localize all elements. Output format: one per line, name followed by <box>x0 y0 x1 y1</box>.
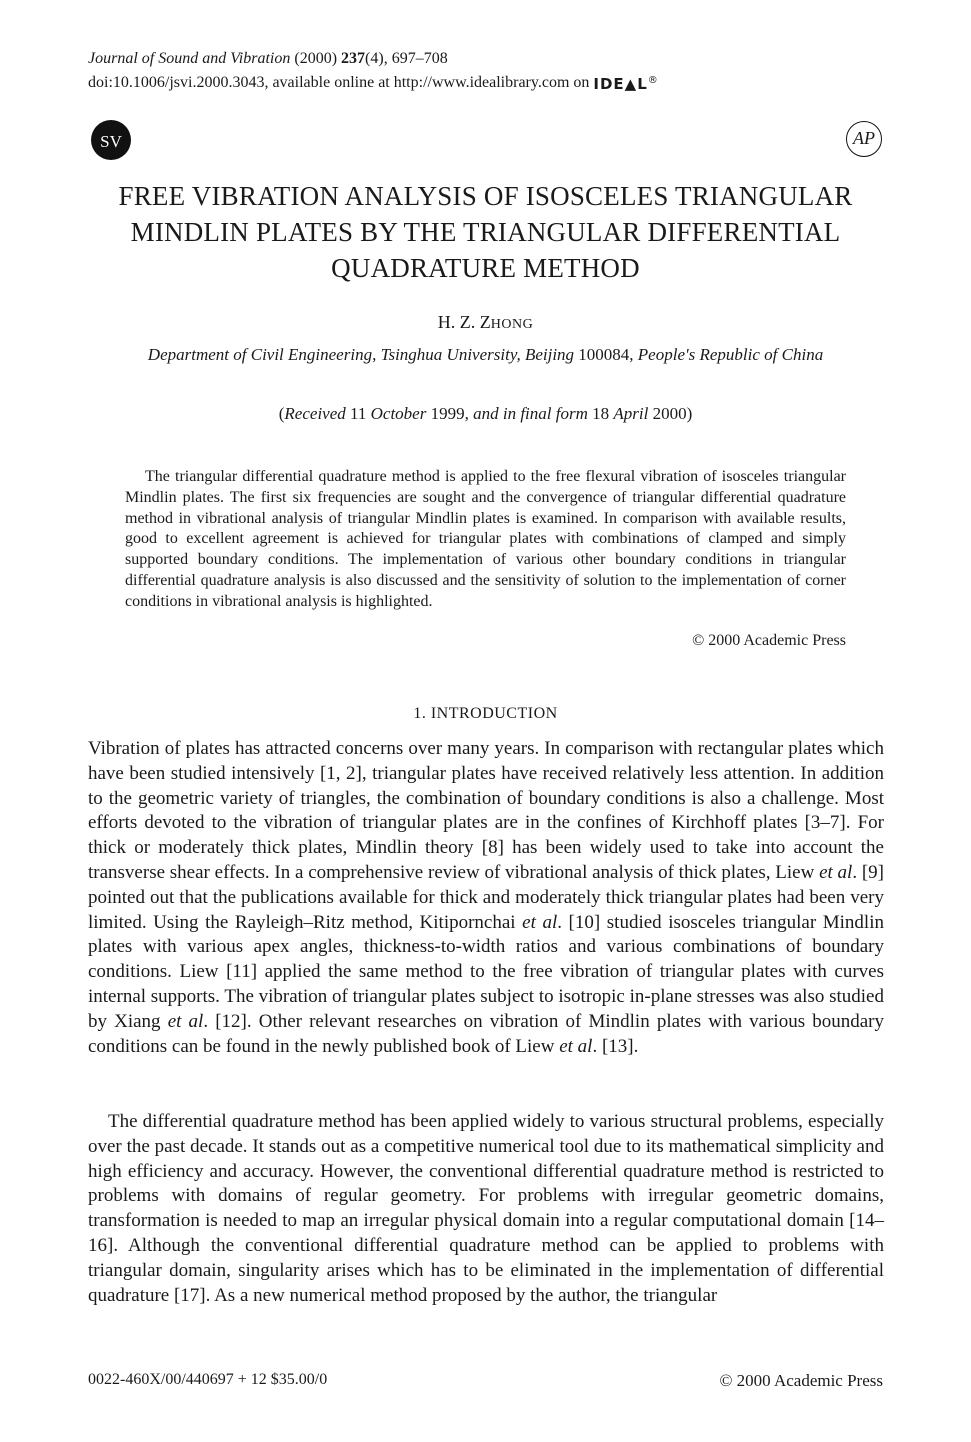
section-heading: 1. INTRODUCTION <box>413 705 558 722</box>
affiliation: Department of Civil Engineering, Tsinghua University, Beijing 100084, People's Republic of China <box>147 345 824 364</box>
footer-code: 0022-460X/00/440697 + 12 $35.00/0 <box>88 1371 328 1388</box>
received-dates: (Received 11 October 1999, and in final form 18 April 2000) <box>278 404 693 423</box>
received-month: October <box>370 404 427 423</box>
final-label: and in final form <box>473 404 588 423</box>
received-day: 11 <box>350 404 367 423</box>
author-surname-rest: HONG <box>490 317 534 332</box>
final-month: April <box>613 404 649 423</box>
p1-etal: et al <box>819 861 853 883</box>
paper-title <box>60 178 911 286</box>
ap-logo-text: AP <box>853 128 875 148</box>
ideal-logo-text: IDE▲L <box>593 75 648 93</box>
p1-text-d: . [12]. Other relevant researches on vibration of Mindlin plates with various boundary conditions can be found in the newly published book of Liew <box>88 1010 884 1057</box>
affil-univ: Tsinghua University <box>380 345 517 364</box>
doi-text: doi:10.1006/jsvi.2000.3043, available online at http://www.idealibrary.com on <box>88 74 590 91</box>
affil-postcode: 100084 <box>578 345 630 364</box>
affil-dept: Department of Civil Engineering <box>147 345 373 364</box>
p1-etal: et al <box>559 1035 593 1057</box>
journal-year: (2000) <box>294 50 342 67</box>
received-label: Received <box>284 404 346 423</box>
author <box>0 312 971 333</box>
author-initials: H. Z. Z <box>437 312 491 332</box>
intro-paragraph-1 <box>88 737 884 1059</box>
p1-text-b: . [9] pointed out that the publications available for thick and moderately thick triangular plates had been very limited. Using the Rayleigh–Ritz method, Kitipornchai <box>88 861 884 933</box>
final-year: 2000 <box>652 404 687 423</box>
journal-citation <box>88 48 448 70</box>
abstract: The triangular differential quadrature method is applied to the free flexural vibration of isosceles triangular Mindlin plates. The first six frequencies are sought and the convergence of triangular differential quadrature method in vibrational analysis of triangular Mindlin plates is examined. In comparison with available results, good to excellent agreement is achieved for triangular plates with combinations of clamped and simply supported boundary conditions. The implementation of various other boundary conditions in triangular differential quadrature analysis is also discussed and the sensitivity of solution to the implementation of corner conditions in vibrational analysis is highlighted. <box>125 468 846 610</box>
journal-volume: 237 <box>341 50 366 67</box>
final-day: 18 <box>592 404 610 423</box>
p1-text-a: Vibration of plates has attracted concerns over many years. In comparison with rectangular plates which have been studied intensively [1, 2], triangular plates have received relatively less attention. In addition to the geometric variety of triangles, the combination of boundary conditions is also a challenge. Most efforts devoted to the vibration of triangular plates are in the confines of Kirchhoff plates [3–7]. For thick or moderately thick plates, Mindlin theory [8] has been widely used to take into account the transverse shear effects. In a comprehensive review of vibrational analysis of thick plates, Liew <box>88 738 884 883</box>
abstract-copyright: © 2000 Academic Press <box>692 632 846 649</box>
doi-line <box>88 70 659 95</box>
p1-etal: et al <box>522 911 558 933</box>
sv-logo-text: SV <box>100 132 122 151</box>
p1-text-c: . [10] studied isosceles triangular Mindlin plates with various apex angles, thickness-to-width ratios and various combinations of boundary conditions. Liew [11] applied the same method to the free vibration of triangular plates with curves internal supports. The vibration of triangular plates subject to isotropic in-plane stresses was also studied by Xiang <box>88 911 884 1032</box>
journal-issue-pages: (4), 697–708 <box>365 50 448 67</box>
ideal-logo-reg: ® <box>647 75 659 86</box>
journal-name: Journal of Sound and Vibration <box>88 50 291 67</box>
ap-logo <box>846 121 882 157</box>
intro-paragraph-2: The differential quadrature method has been applied widely to various structural problems, especially over the past decade. It stands out as a competitive numerical tool due to its mathematical simplicity and high efficiency and accuracy. However, the conventional differential quadrature method is restricted to problems with domains of regular geometry. For problems with irregular geometric domains, transformation is needed to map an irregular physical domain into a regular computational domain [14–16]. Although the conventional differential quadrature method can be applied to problems with triangular domain, singularity arises which has to be eliminated in the implementation of differential quadrature [17]. As a new numerical method proposed by the author, the triangular <box>88 1111 884 1306</box>
received-year: 1999 <box>430 404 465 423</box>
footer-copyright: © 2000 Academic Press <box>719 1371 883 1390</box>
title-line: FREE VIBRATION ANALYSIS OF ISOSCELES TRIANGULAR <box>118 181 853 211</box>
sv-logo <box>91 120 131 160</box>
p1-etal: et al <box>167 1010 204 1032</box>
title-line: QUADRATURE METHOD <box>331 253 640 283</box>
p1-text-e: . [13]. <box>592 1035 639 1057</box>
title-line: MINDLIN PLATES BY THE TRIANGULAR DIFFERENTIAL <box>130 217 841 247</box>
affil-city: Beijing <box>524 345 575 364</box>
affil-country: People's Republic of China <box>637 345 824 364</box>
ideal-logo <box>593 70 658 95</box>
